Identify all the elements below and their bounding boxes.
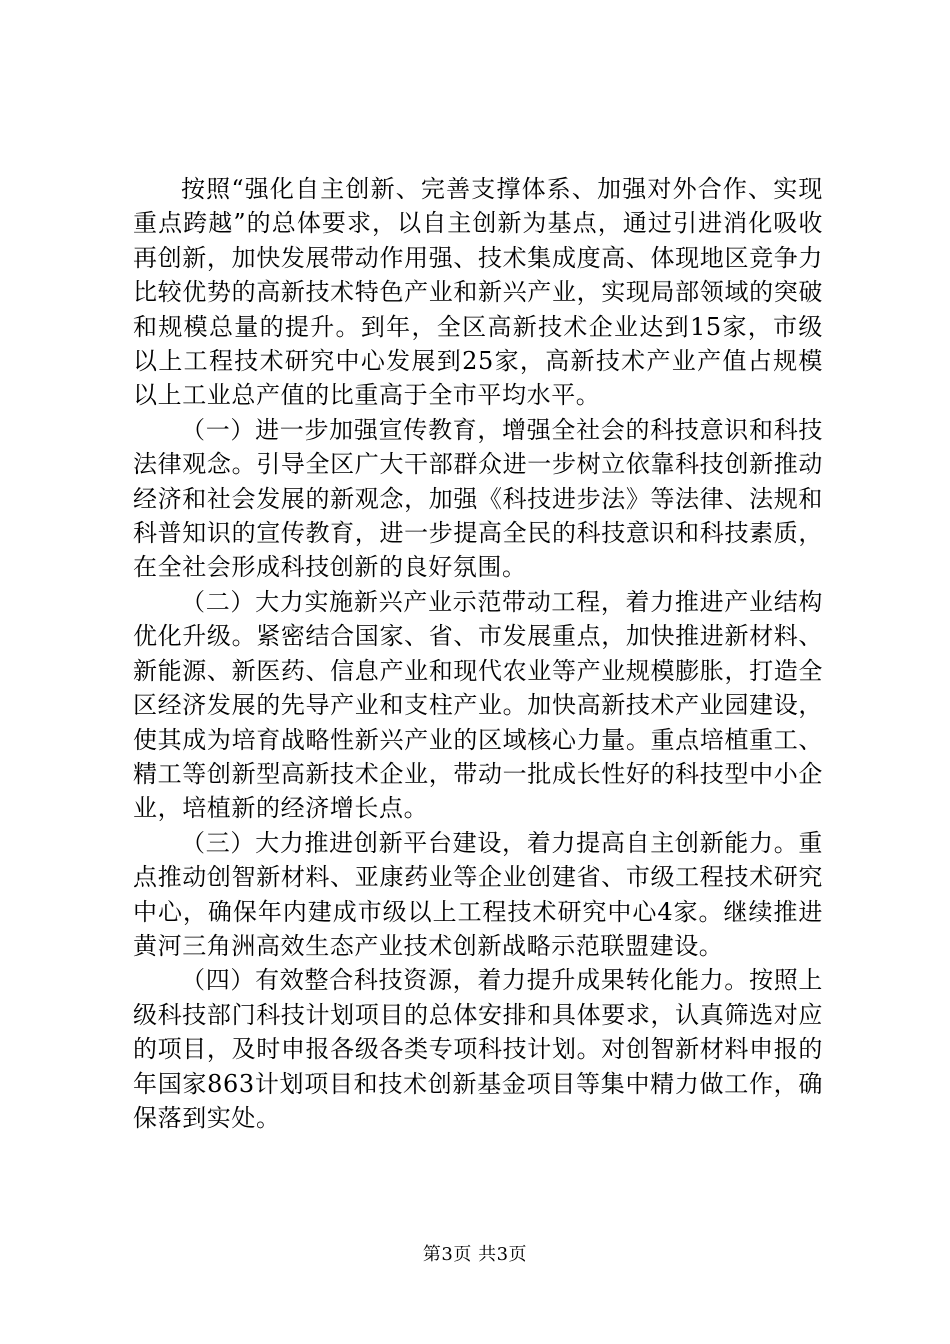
intro-paragraph: 按照“强化自主创新、完善支撑体系、加强对外合作、实现重点跨越”的总体要求，以自主创新为基点，通过引进消化吸收再创新，加快发展带动作用强、技术集成度高、体现地区竞争力比较优势的高新技术特色产业和新兴产业，实现局部领域的突破和规模总量的提升。到年，全区高新技术企业达到15家，市级以上工程技术研究中心发展到25家，高新技术产业产值占规模以上工业总产值的比重高于全市平均水平。: [133, 175, 823, 410]
document-body: [133, 172, 823, 1135]
section-3-paragraph: （三）大力推进创新平台建设，着力提高自主创新能力。重点推动创智新材料、亚康药业等企业创建省、市级工程技术研究中心，确保年内建成市级以上工程技术研究中心4家。继续推进黄河三角洲高效生态产业技术创新战略示范联盟建设。: [133, 828, 823, 960]
section-1-paragraph: （一）进一步加强宣传教育，增强全社会的科技意识和科技法律观念。引导全区广大干部群众进一步树立依靠科技创新推动经济和社会发展的新观念，加强《科技进步法》等法律、法规和科普知识的宣传教育，进一步提高全民的科技意识和科技素质，在全社会形成科技创新的良好氛围。: [133, 415, 823, 582]
section-4-paragraph: （四）有效整合科技资源，着力提升成果转化能力。按照上级科技部门科技计划项目的总体安排和具体要求，认真筛选对应的项目，及时申报各级各类专项科技计划。对创智新材料申报的年国家863计划项目和技术创新基金项目等集中精力做工作，确保落到实处。: [133, 966, 823, 1132]
page-number-footer: 第3页 共3页: [422, 1244, 528, 1265]
section-2-paragraph: （二）大力实施新兴产业示范带动工程，着力推进产业结构优化升级。紧密结合国家、省、市发展重点，加快推进新材料、新能源、新医药、信息产业和现代农业等产业规模膨胀，打造全区经济发展的先导产业和支柱产业。加快高新技术产业园建设，使其成为培育战略性新兴产业的区域核心力量。重点培植重工、精工等创新型高新技术企业，带动一批成长性好的科技型中小企业，培植新的经济增长点。: [133, 587, 823, 823]
